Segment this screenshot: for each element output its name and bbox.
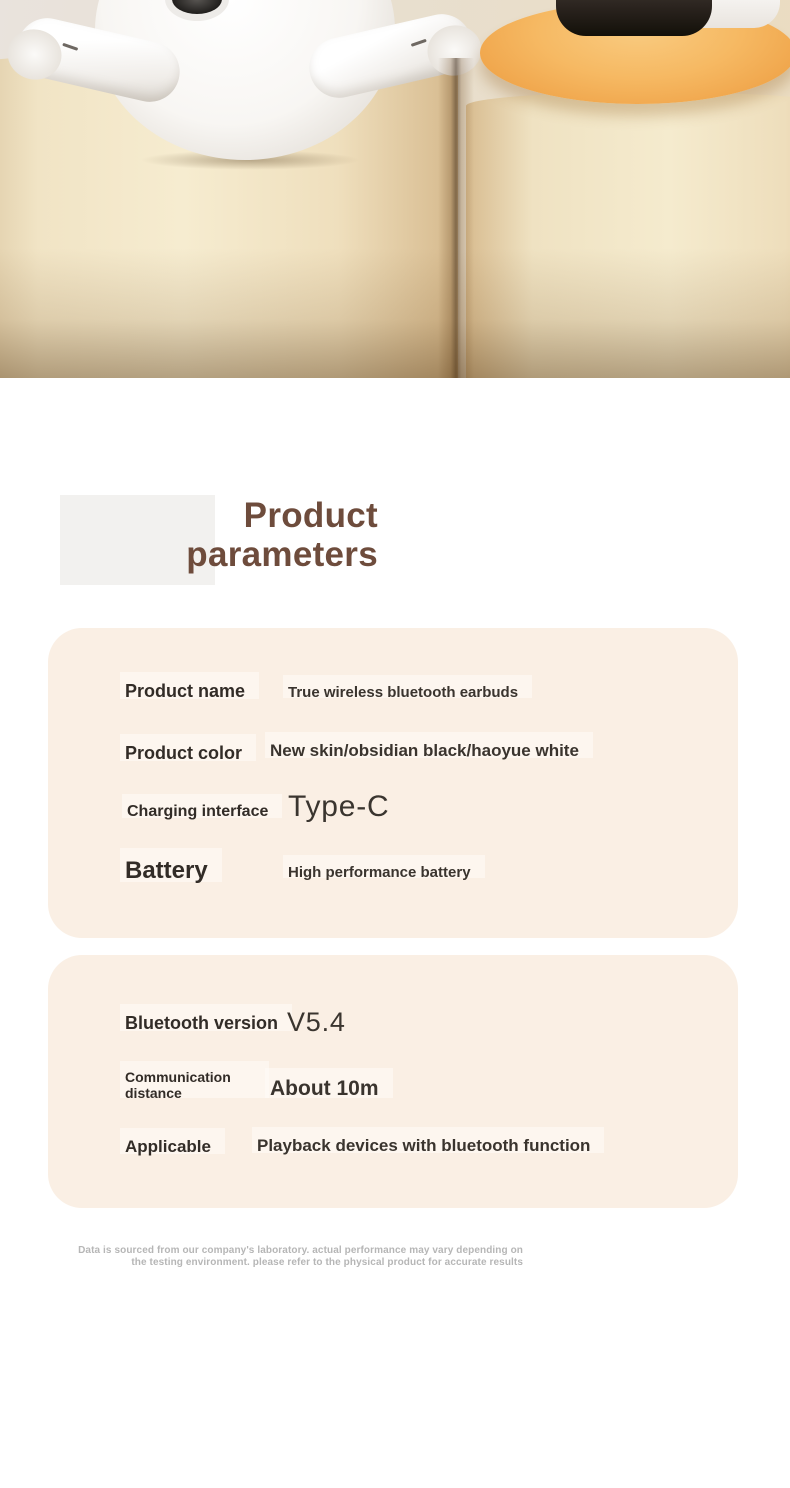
spec-label-bluetooth-version: Bluetooth version xyxy=(125,1013,279,1033)
spec-card-connectivity xyxy=(48,955,738,1208)
disclaimer-line-1: Data is sourced from our company's laboratory. actual performance may vary depending on xyxy=(78,1245,523,1256)
spec-label-charging-interface: Charging interface xyxy=(127,803,269,820)
spec-label-communication-distance xyxy=(125,1070,255,1101)
product-photo xyxy=(0,0,790,378)
page-title xyxy=(100,496,378,574)
spec-label-product-color: Product color xyxy=(125,743,243,763)
disclaimer xyxy=(65,1245,523,1268)
spec-value-product-name: True wireless bluetooth earbuds xyxy=(288,684,519,701)
title-line-1: Product xyxy=(243,496,378,535)
black-earbuds-case xyxy=(556,0,712,36)
spec-label-product-name: Product name xyxy=(125,681,246,701)
spec-label-applicable: Applicable xyxy=(125,1137,211,1156)
disclaimer-line-2: the testing environment. please refer to the physical product for accurate results xyxy=(131,1256,523,1268)
spec-value-applicable: Playback devices with bluetooth function xyxy=(257,1136,591,1155)
label-line-2: distance xyxy=(125,1084,182,1101)
spec-value-product-color: New skin/obsidian black/haoyue white xyxy=(270,741,579,760)
label-line-1: Communication xyxy=(125,1069,231,1085)
spec-label-battery: Battery xyxy=(125,857,208,884)
title-line-2: parameters xyxy=(186,535,378,574)
spec-value-battery: High performance battery xyxy=(288,864,471,881)
spec-value-bluetooth-version: V5.4 xyxy=(287,1007,346,1037)
photo-bottom-shade xyxy=(0,248,790,378)
spec-card-basic xyxy=(48,628,738,938)
spec-value-charging-interface: Type-C xyxy=(288,790,390,823)
spec-value-communication-distance: About 10m xyxy=(270,1077,379,1100)
